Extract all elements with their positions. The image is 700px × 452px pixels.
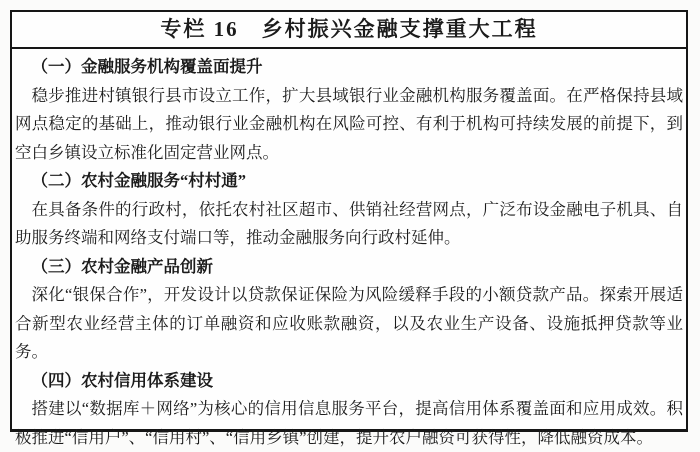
- section-3-heading: （三）农村金融产品创新: [15, 253, 683, 282]
- section-1-paragraph: 稳步推进村镇银行县市设立工作，扩大县域银行业金融机构服务覆盖面。在严格保持县域网点稳定的基础上，推动银行业金融机构在风险可控、有利于机构可持续发展的前提下，到空白乡镇设立标准化固定营业网点。: [15, 82, 683, 168]
- section-2-heading: （二）农村金融服务“村村通”: [15, 167, 683, 196]
- section-1-heading: （一）金融服务机构覆盖面提升: [15, 53, 683, 82]
- section-3-paragraph: 深化“银保合作”，开发设计以贷款保证保险为风险缓释手段的小额贷款产品。探索开展适合新型农业经营主体的订单融资和应收账款融资，以及农业生产设备、设施抵押贷款等业务。: [15, 281, 683, 367]
- section-2-paragraph: 在具备条件的行政村，依托农村社区超市、供销社经营网点，广泛布设金融电子机具、自助服务终端和网络支付端口等，推动金融服务向行政村延伸。: [15, 196, 683, 253]
- section-4-paragraph: 搭建以“数据库＋网络”为核心的信用信息服务平台，提高信用体系覆盖面和应用成效。积极推进“信用户”、“信用村”、“信用乡镇”创建，提升农户融资可获得性，降低融资成本。: [15, 395, 683, 452]
- section-financial-service-coverage: [15, 53, 683, 167]
- section-product-innovation: [15, 253, 683, 367]
- panel-title: 专栏 16 乡村振兴金融支撑重大工程: [12, 12, 686, 49]
- section-4-heading: （四）农村信用体系建设: [15, 367, 683, 396]
- column-box-panel: [10, 10, 688, 432]
- section-village-access: [15, 167, 683, 253]
- section-credit-system: [15, 367, 683, 452]
- panel-body: [12, 49, 686, 452]
